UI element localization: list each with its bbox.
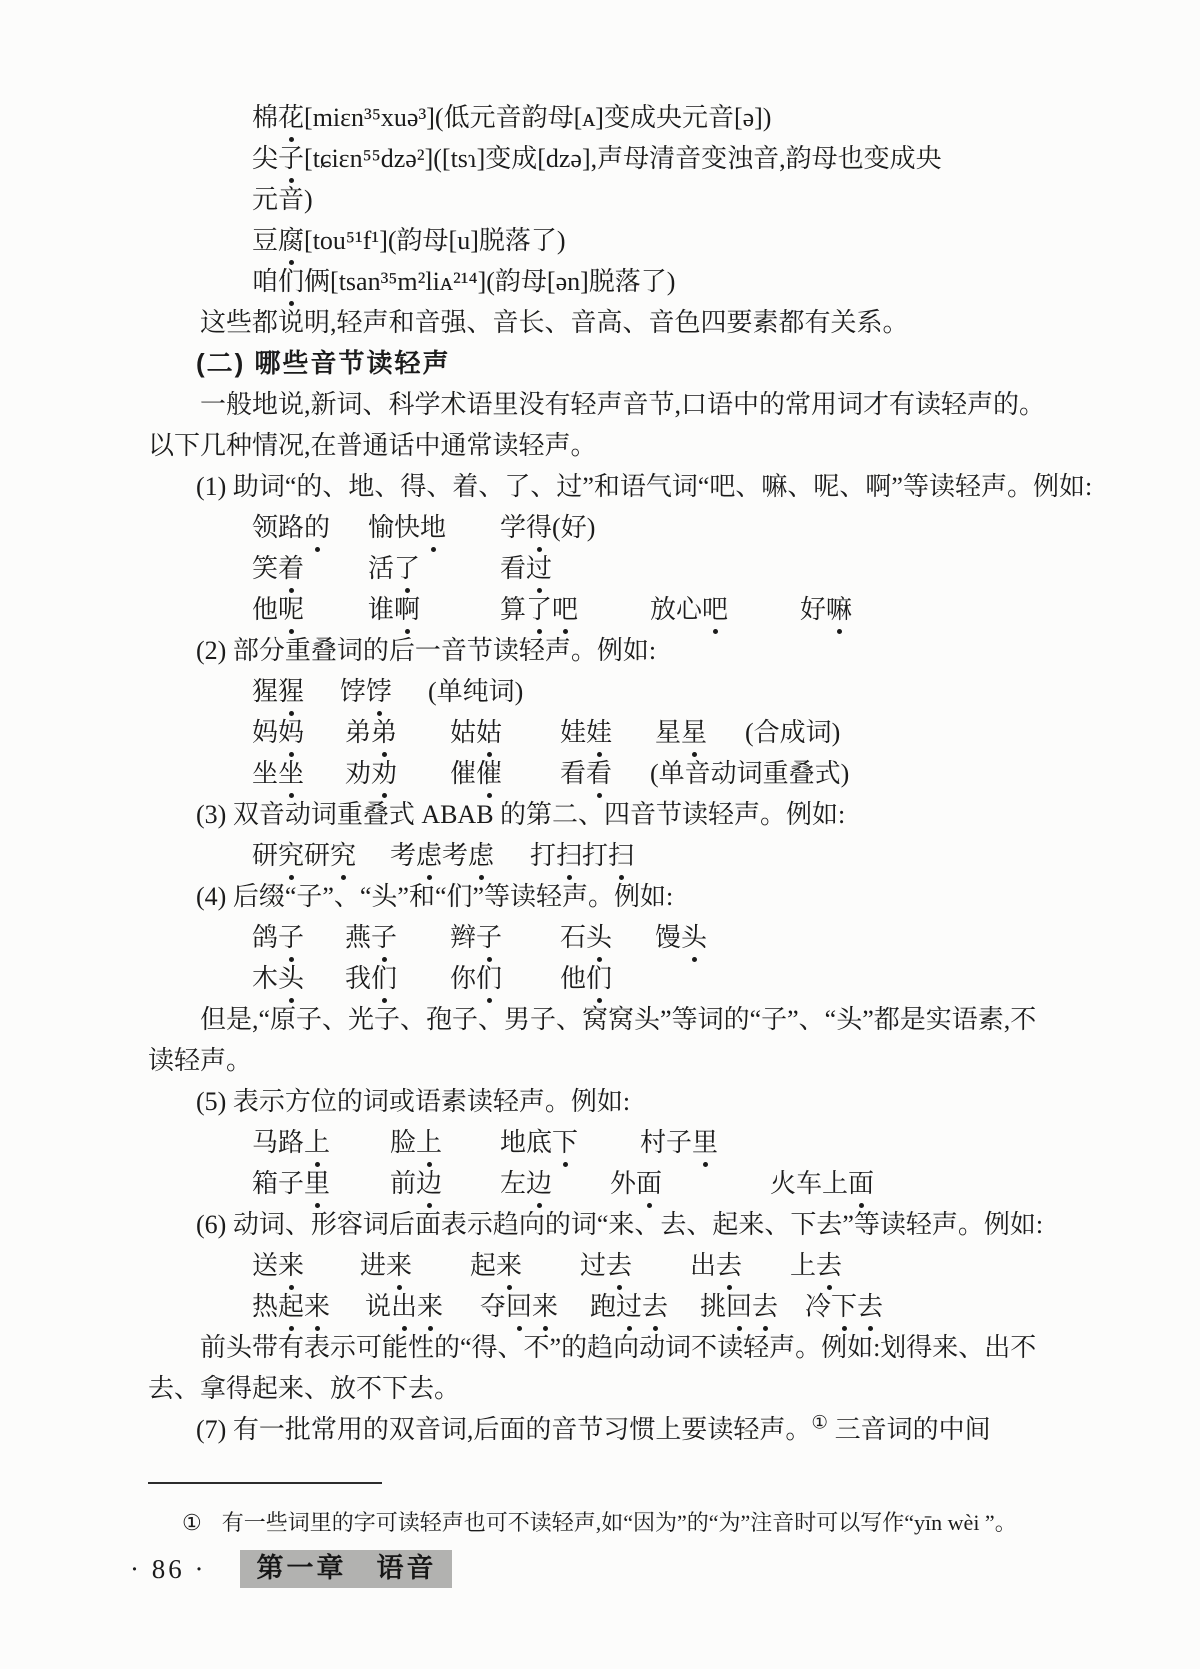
example-row [148, 1163, 1028, 1204]
example-word: 坐坐 [252, 753, 345, 794]
example-word: 馒头 [655, 917, 707, 958]
neutral-tone-dotted-char: 上 [304, 1122, 330, 1163]
example-row [148, 1286, 1028, 1327]
neutral-tone-dotted-char: 娃 [586, 712, 612, 753]
example-word: 地底下 [500, 1122, 640, 1163]
example-word: (单音动词重叠式) [650, 759, 850, 788]
example-word: 我们 [345, 958, 450, 999]
neutral-tone-dotted-char: 过 [526, 548, 552, 589]
example-word: 谁啊 [368, 589, 500, 630]
neutral-tone-dotted-char: 扫 [608, 835, 634, 876]
example-word: 起来 [470, 1245, 580, 1286]
neutral-tone-dotted-char: 边 [416, 1163, 442, 1204]
example-row [148, 671, 1028, 712]
ipa-line: 元音) [252, 185, 313, 214]
neutral-tone-dotted-char: 啊 [394, 589, 420, 630]
example-word: 看看 [560, 753, 650, 794]
neutral-tone-dotted-char: 姑 [476, 712, 502, 753]
example-word: 上去 [790, 1245, 842, 1286]
example-word: 燕子 [345, 917, 450, 958]
example-word: 进来 [360, 1245, 470, 1286]
neutral-tone-dotted-char: 过 [616, 1286, 642, 1327]
neutral-tone-dotted-char: 虑 [468, 835, 494, 876]
neutral-tone-dotted-char: 嘛 [826, 589, 852, 630]
example-row [148, 753, 1028, 794]
example-row [148, 835, 1028, 876]
neutral-tone-dotted-char: 来 [278, 1245, 304, 1286]
example-word: 考虑考虑 [390, 835, 530, 876]
item-line: (3) 双音动词重叠式 ABAB 的第二、四音节读轻声。例如: [196, 800, 846, 829]
example-row [148, 712, 1028, 753]
neutral-tone-dotted-char: 催 [476, 753, 502, 794]
item-line: (4) 后缀“子”、“头”和“们”等读轻声。例如: [196, 882, 674, 911]
neutral-tone-dotted-char: 出 [391, 1286, 417, 1327]
chapter-label: 第一章 语音 [240, 1550, 452, 1588]
neutral-tone-dotted-char: 着 [278, 548, 304, 589]
ipa-line: 咱们俩[tsan³⁵m²liᴀ²¹⁴](韵母[ən]脱落了) [148, 261, 1028, 302]
para-line: 去、拿得起来、放不下去。 [148, 1374, 461, 1403]
example-row [148, 1245, 1028, 1286]
example-word: 算了吧 [500, 589, 650, 630]
footnote-ref: ① [811, 1412, 829, 1434]
neutral-tone-dotted-char: 子 [476, 917, 502, 958]
neutral-tone-dotted-char: 回 [726, 1286, 752, 1327]
neutral-tone-dotted-char: 头 [278, 958, 304, 999]
example-word: 弟弟 [345, 712, 450, 753]
neutral-tone-dotted-char: 来 [496, 1245, 522, 1286]
neutral-tone-dotted-char: 去 [752, 1286, 778, 1327]
page-number: · 86 · [130, 1554, 207, 1584]
example-word: 说出来 [365, 1286, 480, 1327]
example-word: 火车上面 [770, 1163, 874, 1204]
example-word: 星星 [655, 712, 745, 753]
neutral-tone-dotted-char: 猩 [278, 671, 304, 712]
example-word: 热起来 [252, 1286, 365, 1327]
neutral-tone-dotted-char: 吧 [552, 589, 578, 630]
example-word: 夺回来 [480, 1286, 590, 1327]
neutral-tone-dotted-char: 虑 [416, 835, 442, 876]
neutral-tone-dotted-char: 的 [304, 507, 330, 548]
example-word: 娃娃 [560, 712, 655, 753]
example-word: 猩猩 [252, 671, 340, 712]
example-word: 愉快地 [368, 507, 500, 548]
neutral-tone-dotted-char: 来 [386, 1245, 412, 1286]
neutral-tone-dotted-char: 腐 [278, 220, 304, 261]
example-word: 领路的 [252, 507, 368, 548]
neutral-tone-dotted-char: 头 [681, 917, 707, 958]
neutral-tone-dotted-char: 扫 [556, 835, 582, 876]
neutral-tone-dotted-char: 们 [371, 958, 397, 999]
example-word: 劝劝 [345, 753, 450, 794]
neutral-tone-dotted-char: 子 [371, 917, 397, 958]
neutral-tone-dotted-char: 上 [416, 1122, 442, 1163]
neutral-tone-dotted-char: 子 [278, 138, 304, 179]
neutral-tone-dotted-char: 来 [417, 1286, 443, 1327]
neutral-tone-dotted-char: 了 [526, 589, 552, 630]
neutral-tone-dotted-char: 去 [857, 1286, 883, 1327]
example-word: 放心吧 [650, 589, 800, 630]
example-word: 石头 [560, 917, 655, 958]
neutral-tone-dotted-char: 们 [278, 261, 304, 302]
ipa-line: 棉花[miɛn³⁵xuə³](低元音韵母[ᴀ]变成央元音[ə]) [148, 97, 1028, 138]
example-row [148, 958, 1028, 999]
example-word: 好嘛 [800, 589, 852, 630]
neutral-tone-dotted-char: 吧 [702, 589, 728, 630]
footnote-divider [148, 1482, 382, 1484]
para-line: 这些都说明,轻声和音强、音长、音高、音色四要素都有关系。 [200, 308, 909, 337]
ipa-line: 豆腐[tou⁵¹f¹](韵母[u]脱落了) [148, 220, 1028, 261]
neutral-tone-dotted-char: 妈 [278, 712, 304, 753]
neutral-tone-dotted-char: 们 [476, 958, 502, 999]
neutral-tone-dotted-char: 里 [304, 1163, 330, 1204]
neutral-tone-dotted-char: 头 [586, 917, 612, 958]
example-word: 过去 [580, 1245, 690, 1286]
example-word: (单纯词) [428, 677, 524, 706]
neutral-tone-dotted-char: 地 [420, 507, 446, 548]
example-word: 他们 [560, 958, 612, 999]
example-word: 看过 [500, 548, 552, 589]
para-line: 以下几种情况,在普通话中通常读轻声。 [148, 431, 597, 460]
neutral-tone-dotted-char: 呢 [278, 589, 304, 630]
neutral-tone-dotted-char: 面 [636, 1163, 662, 1204]
neutral-tone-dotted-char: 里 [692, 1122, 718, 1163]
neutral-tone-dotted-char: 来 [532, 1286, 558, 1327]
neutral-tone-dotted-char: 饽 [366, 671, 392, 712]
example-word: 村子里 [640, 1122, 718, 1163]
neutral-tone-dotted-char: 子 [278, 917, 304, 958]
example-word: 辫子 [450, 917, 560, 958]
example-word: 妈妈 [252, 712, 345, 753]
neutral-tone-dotted-char: 得 [526, 507, 552, 548]
example-word: 笑着 [252, 548, 368, 589]
example-word: 出去 [690, 1245, 790, 1286]
example-word: 他呢 [252, 589, 368, 630]
neutral-tone-dotted-char: 看 [586, 753, 612, 794]
neutral-tone-dotted-char: 了 [394, 548, 420, 589]
example-row [148, 1122, 1028, 1163]
example-word: (合成词) [745, 718, 841, 747]
example-word: 跑过去 [590, 1286, 700, 1327]
para-line: 一般地说,新词、科学术语里没有轻声音节,口语中的常用词才有读轻声的。 [200, 390, 1046, 419]
example-row [148, 589, 1028, 630]
example-word: 学得(好) [500, 507, 595, 548]
example-row [148, 548, 1028, 589]
neutral-tone-dotted-char: 去 [642, 1286, 668, 1327]
example-word: 活了 [368, 548, 500, 589]
example-row [148, 507, 1028, 548]
example-word: 送来 [252, 1245, 360, 1286]
neutral-tone-dotted-char: 去 [716, 1245, 742, 1286]
example-word: 木头 [252, 958, 345, 999]
example-word: 脸上 [390, 1122, 500, 1163]
example-word: 前边 [390, 1163, 500, 1204]
content-blocks [148, 97, 1093, 1450]
neutral-tone-dotted-char: 去 [816, 1245, 842, 1286]
neutral-tone-dotted-char: 坐 [278, 753, 304, 794]
heading-line: (二) 哪些音节读轻声 [196, 348, 451, 378]
example-word: 研究研究 [252, 835, 390, 876]
para-line: 前头带有表示可能性的“得、不”的趋向动词不读轻声。例如:划得来、出不 [200, 1333, 1037, 1362]
item-line: (1) 助词“的、地、得、着、了、过”和语气词“吧、嘛、呢、啊”等读轻声。例如: [196, 472, 1093, 501]
neutral-tone-dotted-char: 下 [552, 1122, 578, 1163]
neutral-tone-dotted-char: 星 [681, 712, 707, 753]
neutral-tone-dotted-char: 面 [848, 1163, 874, 1204]
neutral-tone-dotted-char: 回 [506, 1286, 532, 1327]
example-word: 外面 [610, 1163, 770, 1204]
neutral-tone-dotted-char: 弟 [371, 712, 397, 753]
example-word: 你们 [450, 958, 560, 999]
example-word: 催催 [450, 753, 560, 794]
neutral-tone-dotted-char: 花 [278, 97, 304, 138]
example-word: 马路上 [252, 1122, 390, 1163]
neutral-tone-dotted-char: 劝 [371, 753, 397, 794]
example-word: 冷下去 [805, 1286, 883, 1327]
example-word: 挑回去 [700, 1286, 805, 1327]
neutral-tone-dotted-char: 去 [606, 1245, 632, 1286]
item-line: (2) 部分重叠词的后一音节读轻声。例如: [196, 636, 657, 665]
ipa-line: 尖子[tɕiɛn⁵⁵dzə²]([tsɿ]变成[dzə],声母清音变浊音,韵母也变成央 [148, 138, 1028, 179]
footnote-text: 有一些词里的字可读轻声也可不读轻声,如“因为”的“为”注音时可以写作“yīn wèi ”。 [221, 1510, 1017, 1535]
example-word: 箱子里 [252, 1163, 390, 1204]
neutral-tone-dotted-char: 来 [304, 1286, 330, 1327]
neutral-tone-dotted-char: 究 [330, 835, 356, 876]
neutral-tone-dotted-char: 边 [526, 1163, 552, 1204]
example-word: 鸽子 [252, 917, 345, 958]
neutral-tone-dotted-char: 们 [586, 958, 612, 999]
footnote-marker: ① [182, 1510, 202, 1535]
neutral-tone-dotted-char: 究 [278, 835, 304, 876]
example-word: 饽饽 [340, 671, 428, 712]
para-line: 读轻声。 [148, 1046, 253, 1075]
example-word: 打扫打扫 [530, 835, 634, 876]
neutral-tone-dotted-char: 起 [278, 1286, 304, 1327]
footnote [182, 1508, 1122, 1538]
page-footer [130, 1550, 452, 1588]
neutral-tone-dotted-char: 下 [831, 1286, 857, 1327]
example-word: 姑姑 [450, 712, 560, 753]
item-line: (5) 表示方位的词或语素读轻声。例如: [196, 1087, 631, 1116]
item-line: (7) 有一批常用的双音词,后面的音节习惯上要读轻声。① 三音词的中间 [196, 1412, 991, 1444]
example-row [148, 917, 1028, 958]
item-line: (6) 动词、形容词后面表示趋向的词“来、去、起来、下去”等读轻声。例如: [196, 1210, 1044, 1239]
example-word: 左边 [500, 1163, 610, 1204]
para-line: 但是,“原子、光子、孢子、男子、窝窝头”等词的“子”、“头”都是实语素,不 [200, 1005, 1037, 1034]
